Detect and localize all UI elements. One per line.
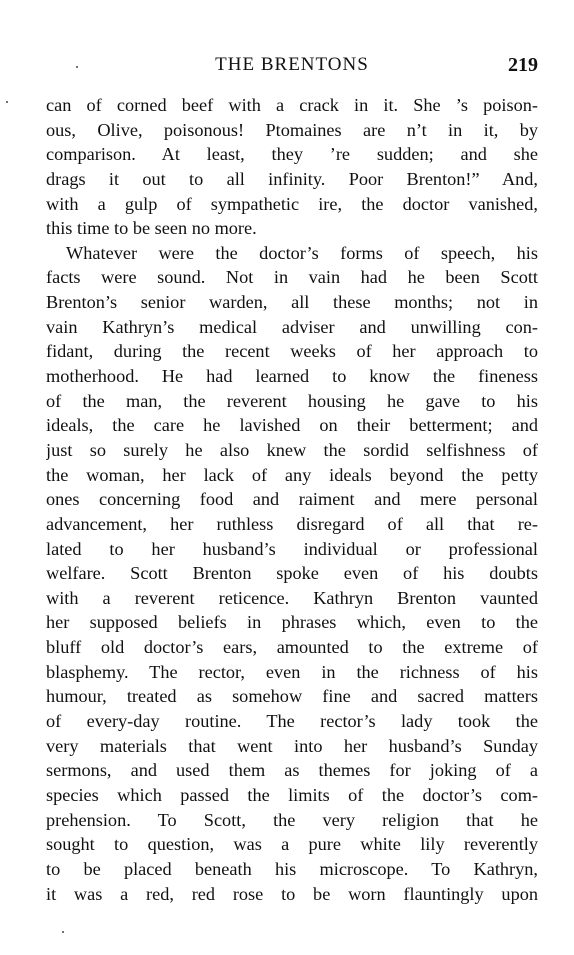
scan-speck — [62, 931, 64, 933]
paragraph-1 — [46, 93, 538, 241]
text-line: Brenton’s senior warden, all these months; not in — [46, 292, 538, 313]
text-line: Whatever were the doctor’s forms of speech, his — [66, 242, 538, 263]
page-number: 219 — [508, 54, 538, 76]
text-line: with a gulp of sympathetic ire, the doctor vanished, — [46, 193, 538, 214]
scan-speck — [76, 66, 78, 68]
text-line: bluff old doctor’s ears, amounted to the extreme of — [46, 637, 538, 658]
text-line: very materials that went into her husband’s Sunday — [46, 735, 538, 756]
scan-speck — [6, 101, 8, 103]
text-line: of the man, the reverent housing he gave to his — [46, 390, 538, 411]
text-line: lated to her husband’s individual or professional — [46, 538, 538, 559]
paragraph-2 — [46, 241, 538, 906]
text-line: comparison. At least, they ’re sudden; and she — [46, 144, 538, 165]
text-line: fidant, during the recent weeks of her approach to — [46, 341, 538, 362]
text-line: motherhood. He had learned to know the fineness — [46, 366, 538, 387]
text-line: blasphemy. The rector, even in the richness of his — [46, 661, 538, 682]
text-line: drags it out to all infinity. Poor Brenton!” And, — [46, 168, 538, 189]
text-line: humour, treated as somehow fine and sacred matters — [46, 686, 538, 707]
text-line: her supposed beliefs in phrases which, even to the — [46, 612, 538, 633]
text-line: ones concerning food and raiment and mere personal — [46, 489, 538, 510]
text-line: species which passed the limits of the doctor’s com- — [46, 784, 538, 805]
running-head: THE BRENTONS — [215, 54, 369, 75]
text-line: just so surely he also knew the sordid selfishness of — [46, 439, 538, 460]
text-line: of every-day routine. The rector’s lady took the — [46, 711, 538, 732]
page-header — [46, 54, 538, 80]
text-line: facts were sound. Not in vain had he been Scott — [46, 267, 538, 288]
text-line: it was a red, red rose to be worn flauntingly upon — [46, 883, 538, 904]
text-line: ous, Olive, poisonous! Ptomaines are n’t in it, by — [46, 119, 538, 140]
text-line: with a reverent reticence. Kathryn Brenton vaunted — [46, 587, 538, 608]
text-line: prehension. To Scott, the very religion that he — [46, 809, 538, 830]
text-line: to be placed beneath his microscope. To Kathryn, — [46, 858, 538, 879]
text-line: can of corned beef with a crack in it. She ’s poison- — [46, 95, 538, 115]
text-line: sought to question, was a pure white lily reverently — [46, 834, 538, 855]
body-text — [46, 93, 538, 906]
text-line: welfare. Scott Brenton spoke even of his doubts — [46, 563, 538, 584]
text-line: the woman, her lack of any ideals beyond the petty — [46, 464, 538, 485]
text-line: advancement, her ruthless disregard of all that re- — [46, 513, 538, 534]
text-line: sermons, and used them as themes for joking of a — [46, 760, 538, 781]
text-line: this time to be seen no more. — [46, 218, 257, 239]
text-line: ideals, the care he lavished on their betterment; and — [46, 415, 538, 436]
text-line: vain Kathryn’s medical adviser and unwilling con- — [46, 316, 538, 337]
